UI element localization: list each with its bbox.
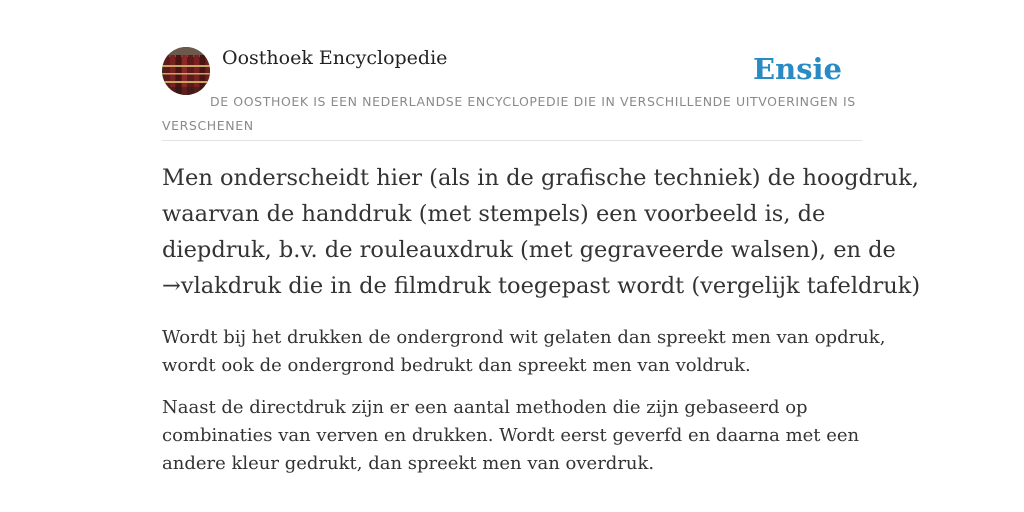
- source-name[interactable]: Oosthoek Encyclopedie: [222, 47, 448, 69]
- lead-line: Men onderscheidt hier (als in de grafische techniek) de hoogdruk,: [162, 165, 919, 191]
- encyclopedia-books-icon: [162, 47, 210, 95]
- body-paragraph: [162, 324, 886, 380]
- paragraph-line: Wordt bij het drukken de ondergrond wit gelaten dan spreekt men van opdruk,: [162, 327, 886, 348]
- article-body: [162, 160, 921, 492]
- lead-paragraph: [162, 160, 921, 304]
- paragraph-line: combinaties van verven en drukken. Wordt eerst geverfd en daarna met een: [162, 425, 860, 446]
- brand-logo[interactable]: Ensie: [753, 52, 842, 86]
- lead-line: waarvan de handdruk (met stempels) een voorbeeld is, de: [162, 201, 826, 227]
- paragraph-line: andere kleur gedrukt, dan spreekt men van overdruk.: [162, 453, 655, 474]
- header: [162, 46, 862, 141]
- lead-line-with-link[interactable]: →vlakdruk die in de filmdruk toegepast wordt (vergelijk tafeldruk): [162, 273, 921, 299]
- paragraph-line: wordt ook de ondergrond bedrukt dan spreekt men van voldruk.: [162, 355, 751, 376]
- source-description: DE OOSTHOEK IS EEN NEDERLANDSE ENCYCLOPEDIE DIE IN VERSCHILLENDE UITVOERINGEN IS VERSCHENEN: [162, 94, 856, 133]
- source-avatar[interactable]: [162, 47, 210, 95]
- paragraph-line: Naast de directdruk zijn er een aantal methoden die zijn gebaseerd op: [162, 397, 808, 418]
- lead-line: diepdruk, b.v. de rouleauxdruk (met gegraveerde walsen), en de: [162, 237, 896, 263]
- body-paragraph: [162, 394, 862, 478]
